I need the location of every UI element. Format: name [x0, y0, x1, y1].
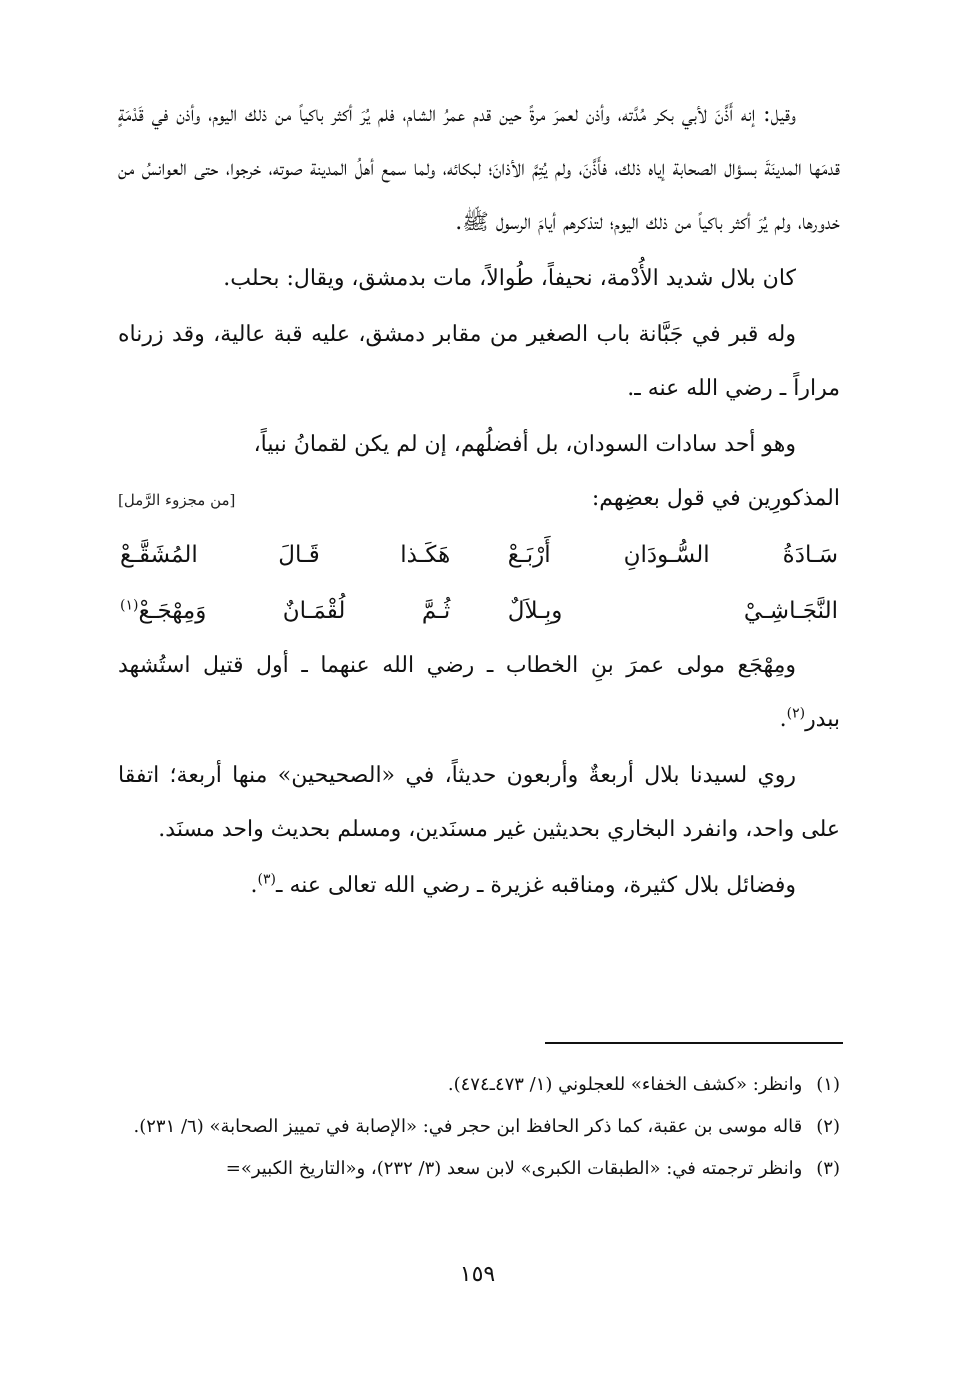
verse-2-second-hemistich — [120, 583, 450, 639]
footnote-text: وانظر ترجمته في: «الطبقات الكبرى» لابن سعد (٣/ ٢٣٢)، و«التاريخ الكبير»= — [225, 1158, 803, 1179]
verse-1-second-hemistich: هَكَـذا قَـالَ المُشَقَّـعْ — [120, 542, 451, 568]
paragraph-7 — [118, 859, 840, 913]
footnote-number: (٢) — [816, 1116, 840, 1137]
paragraph-2: كان بلال شديد الأُدْمة، نحيفاً، طُوالاً، مات بدمشق، ويقال: بحلب. — [223, 266, 796, 291]
verse-line-2 — [118, 583, 840, 639]
verse-1-first-hemistich: سَـادَةُ السُّـودَانِ أَرْبَـعْ — [507, 542, 838, 568]
footnote-divider — [545, 1042, 843, 1044]
paragraph-3: وله قبر في جَبَّانة باب الصغير من مقابر دمشق، عليه قبة عالية، وقد زرناه مراراً ـ رضي الله عنه ـ. — [118, 322, 840, 401]
paragraph-1: وقيل: إنه أَذَّنَ لأبي بكر مُدَّته، وأذن لعمرَ مرةً حين قدم عمرُ الشام، فلم يُرَ أكثر باكياً من ذلك اليوم، وأذن في قَدْمَةٍ قدمَها المدينَةَ بسؤال الصحابة إياه ذلك، فأَذَّنَ، ولم يُتِمَّ الأذانَ؛ لبكائه، ولما سمع أهلُ المدينة صوته، خرجوا، حتى العوانسُ من خدورها، ولم يُرَ أكثر باكياً من ذلك اليوم؛ لتذكرهم أيامَ الرسول ﷺ. — [118, 102, 840, 235]
paragraph-5 — [118, 639, 840, 747]
paragraph-6: روي لسيدنا بلال أربعةٌ وأربعون حديثاً، في «الصحيحين» منها أربعة؛ اتفقا على واحد، وانفرد البخاري بحديثين غير مسنَدين، ومسلم بحديث واحد مسنَد. — [118, 763, 840, 842]
footnote-number: (٣) — [816, 1158, 840, 1179]
footnote-1 — [118, 1066, 840, 1104]
paragraph-7-text: وفضائل بلال كثيرة، ومناقبه غزيرة ـ رضي الله تعالى عنه ـ — [276, 873, 796, 898]
meter-label: [من مجزوء الرَّمل] — [118, 491, 236, 509]
verse-2-second-text: ثُـمَّ لُقْمَـانٌ وَمِهْجَـعْ — [138, 598, 451, 624]
paragraph-4: وهو أحد سادات السودان، بل أفضلُهم، إن لم يكن لقمانُ نبياً، — [253, 432, 796, 457]
paragraph-5-text: ومِهْجَع مولى عمرَ بنِ الخطاب ـ رضي الله عنهما ـ أول قتيل استُشهد ببدر — [118, 653, 840, 732]
footnote-text: وانظر: «كشف الخفاء» للعجلوني (١/ ٤٧٣ـ٤٧٤). — [447, 1074, 803, 1095]
verse-2-first-hemistich: النَّجَـاشِـيْ وبِـلاَلٌ — [507, 598, 838, 624]
footnote-number: (١) — [816, 1074, 840, 1095]
footnote-marker-1: (١) — [120, 597, 139, 614]
main-text — [118, 88, 840, 913]
footnote-2 — [118, 1108, 840, 1146]
footnote-3 — [118, 1150, 840, 1188]
page-number: ١٥٩ — [459, 1262, 496, 1287]
footnote-marker-3: (٣) — [257, 871, 276, 888]
verse-intro — [118, 472, 840, 527]
footnote-marker-2: (٢) — [786, 705, 806, 722]
footnote-text: قاله موسى بن عقبة، كما ذكر الحافظ ابن حجر في: «الإصابة في تمييز الصحابة» (٦/ ٢٣١). — [133, 1116, 803, 1137]
paragraph-7-end: . — [250, 873, 258, 898]
verse-line-1 — [118, 527, 840, 583]
verse-intro-text: المذكورِين في قول بعضِهم: — [591, 486, 840, 511]
paragraph-5-end: . — [779, 707, 787, 732]
footnotes — [118, 1066, 840, 1192]
